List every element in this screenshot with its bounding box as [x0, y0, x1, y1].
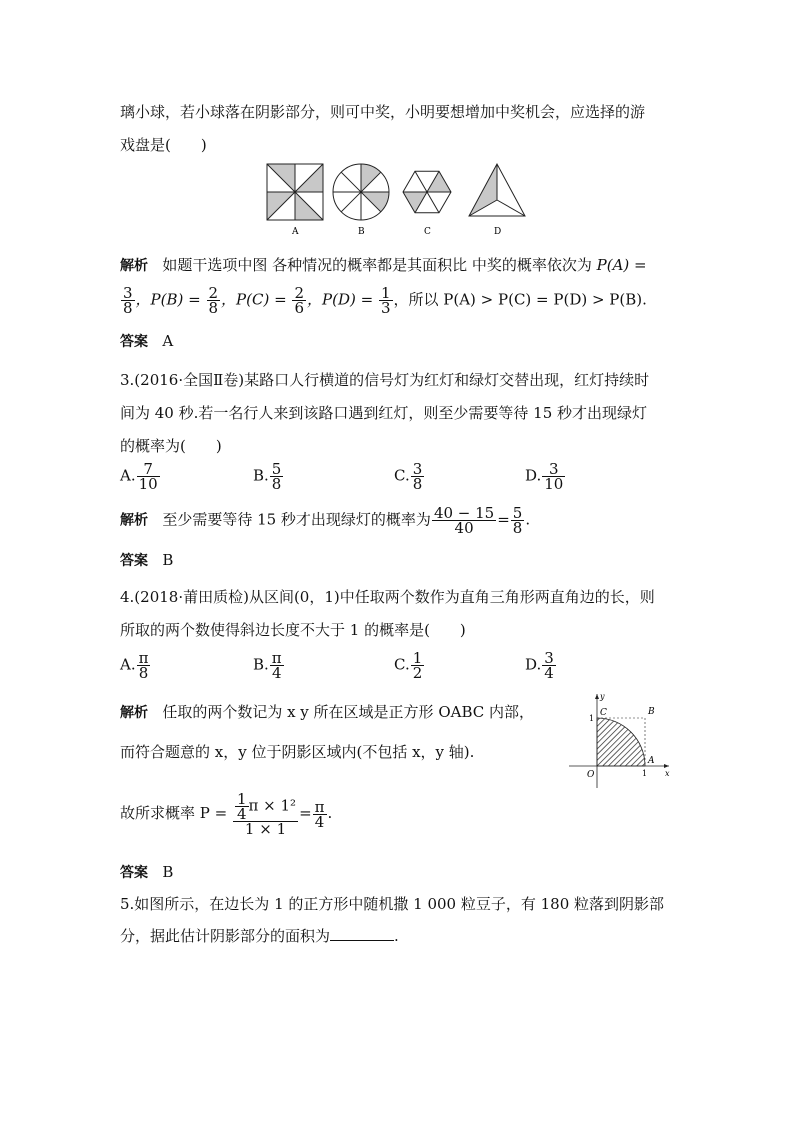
fraction-pc: $\frac{2}{6}$: [294, 284, 304, 317]
fraction-result: $\frac{5}{8}$: [512, 504, 523, 537]
q4-option-b[interactable]: B. $\frac{\pi}{4}$: [253, 649, 282, 682]
label-o: O: [587, 770, 595, 780]
q4-line-2: 所取的两个数使得斜边长度不大于 1 的概率是( ): [120, 621, 466, 639]
q4-option-d[interactable]: D. $\frac{3}{4}$: [525, 649, 554, 682]
q4-option-a[interactable]: A. $\frac{\pi}{8}$: [120, 649, 149, 682]
q5-line-1: 5.如图所示，在边长为 1 的正方形中随机撒 1 000 粒豆子，有 180 粒落到阴影部: [120, 895, 665, 913]
q3-answer: [120, 550, 173, 571]
q4-line-1: 4.(2018·莆田质检)从区间(0，1)中任取两个数作为直角三角形两直角边的长，则: [120, 588, 655, 606]
figure-label-c: C: [424, 227, 431, 237]
pb-expression: ，P(B) =: [135, 290, 201, 309]
fraction-solution: $\frac{40 - 15}{40}$: [433, 504, 495, 537]
figure-label-a: A: [292, 227, 299, 237]
solution-text-1: 任取的两个数记为 x y 所在区域是正方形 OABC 内部，: [162, 703, 534, 721]
q3-option-c[interactable]: C. $\frac{3}{8}$: [394, 460, 423, 493]
answer-label: 答案: [120, 334, 148, 350]
intro-line-2: 戏盘是( ): [120, 136, 207, 154]
probability-fraction: $\frac{1}{4}$ π × 1² 1 × 1: [233, 792, 298, 836]
q3-solution: 解析 至少需要等待 15 秒才出现绿灯的概率为 $\frac{40 - 15}{40}$ = $\frac{5}{8}$ .: [120, 504, 531, 537]
fraction-pb: $\frac{2}{8}$: [208, 284, 219, 317]
q2-solution-line-1: [120, 255, 647, 276]
q2-answer: [120, 331, 173, 352]
q4-option-c[interactable]: C. $\frac{1}{2}$: [394, 649, 423, 682]
answer-label: 答案: [120, 553, 148, 569]
solution-label: 解析: [120, 705, 148, 721]
label-a: A: [648, 756, 655, 766]
label-one-x: 1: [642, 769, 648, 778]
pd-expression: ，P(D) =: [307, 290, 374, 309]
game-board-figures: [255, 160, 545, 240]
pa-expression: P(A) =: [596, 256, 647, 274]
probability-result: $\frac{\pi}{4}$: [314, 797, 325, 831]
answer-blank[interactable]: [330, 926, 394, 941]
q3-line-2: 间为 40 秒.若一名行人来到该路口遇到红灯，则至少需要等待 15 秒才出现绿灯: [120, 404, 648, 422]
q3-option-a[interactable]: A. $\frac{7}{10}$: [120, 460, 158, 493]
q4-answer: [120, 862, 173, 883]
fraction-pa: $\frac{3}{8}$: [123, 284, 133, 317]
conclusion: ，所以 P(A) > P(C) = P(D) > P(B).: [393, 290, 647, 309]
label-y: y: [600, 692, 605, 701]
q2-solution-line-2: [120, 286, 647, 315]
solution-label: 解析: [120, 512, 148, 529]
solution-text: 如题干选项中图 各种情况的概率都是其面积比 中奖的概率依次为: [162, 256, 592, 274]
fraction-pd: $\frac{1}{3}$: [380, 284, 391, 317]
label-b: B: [648, 707, 655, 717]
solution-label: 解析: [120, 258, 148, 274]
answer-value: B: [162, 551, 174, 569]
q4-solution-line-1: [120, 702, 534, 723]
label-c: C: [600, 708, 607, 718]
figure-d-triangle: [469, 164, 525, 216]
label-one-y: 1: [589, 714, 595, 723]
figure-label-b: B: [358, 227, 365, 237]
q3-line-3: 的概率为( ): [120, 437, 222, 455]
label-x: x: [665, 769, 670, 778]
answer-value: B: [162, 863, 174, 881]
q3-option-d[interactable]: D. $\frac{3}{10}$: [525, 460, 564, 493]
intro-line-1: 璃小球，若小球落在阴影部分，则可中奖，小明要想增加中奖机会，应选择的游: [120, 103, 646, 121]
figure-c-hexagon: [403, 171, 451, 213]
q4-solution-line-3: 故所求概率 P = $\frac{1}{4}$ π × 1² 1 × 1 = $\frac{\pi}{4}$ .: [120, 790, 333, 838]
answer-label: 答案: [120, 865, 148, 881]
pc-expression: ，P(C) =: [221, 290, 287, 309]
probability-prefix: 故所求概率 P =: [120, 804, 228, 822]
figure-b-circle: [333, 164, 389, 220]
q3-line-1: 3.(2016·全国Ⅱ卷)某路口人行横道的信号灯为红灯和绿灯交替出现，红灯持续时: [120, 371, 650, 389]
figure-label-d: D: [494, 227, 502, 237]
q4-solution-line-2: 而符合题意的 x，y 位于阴影区域内(不包括 x，y 轴).: [120, 743, 475, 761]
figure-a-square: [267, 164, 323, 220]
q5-line-2: 分，据此估计阴影部分的面积为 .: [120, 927, 399, 945]
q3-option-b[interactable]: B. $\frac{5}{8}$: [253, 460, 282, 493]
solution-text: 至少需要等待 15 秒才出现绿灯的概率为: [162, 510, 431, 529]
quarter-circle-graph: [565, 690, 675, 790]
answer-value: A: [162, 332, 174, 350]
